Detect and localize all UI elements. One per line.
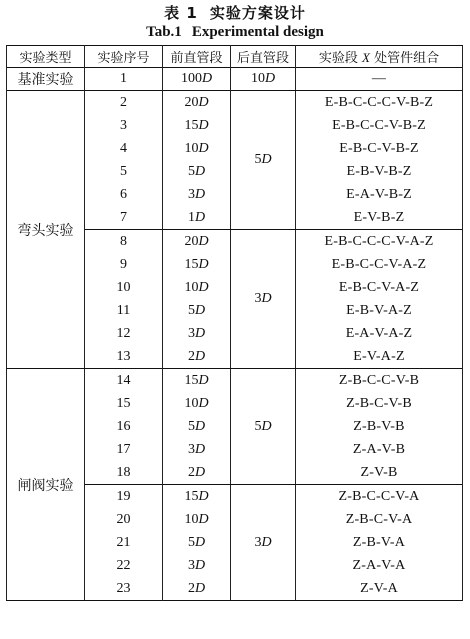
fitting-combination-cell: Z-V-B	[296, 461, 463, 485]
fitting-combination-cell: Z-B-C-V-B	[296, 392, 463, 415]
table-row	[7, 91, 463, 115]
header-type: 实验类型	[7, 46, 85, 68]
experiment-number-cell: 19	[85, 485, 163, 509]
experiment-number-cell: 12	[85, 322, 163, 345]
experiment-number-cell: 23	[85, 577, 163, 601]
experiment-number-cell: 2	[85, 91, 163, 115]
rear-straight-cell: 5D	[231, 369, 296, 485]
caption-cn-number: 表 1	[164, 4, 198, 22]
fitting-combination-cell: E-B-C-C-C-V-B-Z	[296, 91, 463, 115]
fitting-combination-cell: E-B-C-V-B-Z	[296, 137, 463, 160]
rear-straight-cell: 3D	[231, 230, 296, 369]
caption-cn-title: 实验方案设计	[209, 4, 306, 22]
front-straight-cell: 20D	[163, 230, 231, 254]
caption-en-title: Experimental design	[191, 24, 324, 40]
fitting-combination-cell: Z-B-V-A	[296, 531, 463, 554]
experiment-number-cell: 14	[85, 369, 163, 393]
front-straight-cell: 10D	[163, 392, 231, 415]
table-caption	[0, 0, 470, 42]
table-row	[7, 68, 463, 91]
experiment-type-cell: 基准实验	[7, 68, 85, 91]
header-combination: 实验段 X 处管件组合	[296, 46, 463, 68]
experiment-type-cell: 闸阀实验	[7, 369, 85, 601]
front-straight-cell: 5D	[163, 160, 231, 183]
experiment-number-cell: 4	[85, 137, 163, 160]
front-straight-cell: 100D	[163, 68, 231, 91]
experiment-number-cell: 20	[85, 508, 163, 531]
front-straight-cell: 10D	[163, 137, 231, 160]
experiment-number-cell: 21	[85, 531, 163, 554]
caption-chinese	[0, 3, 470, 23]
table-row	[7, 369, 463, 393]
experiment-number-cell: 22	[85, 554, 163, 577]
experiment-number-cell: 18	[85, 461, 163, 485]
experimental-design-table	[6, 45, 463, 601]
experiment-type-cell: 弯头实验	[7, 91, 85, 369]
front-straight-cell: 5D	[163, 299, 231, 322]
experiment-number-cell: 17	[85, 438, 163, 461]
fitting-combination-cell: Z-B-C-C-V-B	[296, 369, 463, 393]
experiment-number-cell: 9	[85, 253, 163, 276]
front-straight-cell: 2D	[163, 461, 231, 485]
experiment-number-cell: 11	[85, 299, 163, 322]
fitting-combination-cell: Z-B-V-B	[296, 415, 463, 438]
fitting-combination-cell: E-B-C-C-C-V-A-Z	[296, 230, 463, 254]
fitting-combination-cell: Z-V-A	[296, 577, 463, 601]
experiment-number-cell: 16	[85, 415, 163, 438]
rear-straight-cell: 10D	[231, 68, 296, 91]
front-straight-cell: 15D	[163, 369, 231, 393]
front-straight-cell: 2D	[163, 345, 231, 369]
fitting-combination-cell: E-B-C-C-V-B-Z	[296, 114, 463, 137]
experiment-number-cell: 1	[85, 68, 163, 91]
fitting-combination-cell: E-B-C-C-V-A-Z	[296, 253, 463, 276]
fitting-combination-cell: E-B-V-A-Z	[296, 299, 463, 322]
caption-english	[0, 23, 470, 42]
fitting-combination-cell: E-A-V-A-Z	[296, 322, 463, 345]
header-row	[7, 46, 463, 68]
header-front-straight: 前直管段	[163, 46, 231, 68]
fitting-combination-cell: E-B-C-V-A-Z	[296, 276, 463, 299]
front-straight-cell: 3D	[163, 554, 231, 577]
front-straight-cell: 3D	[163, 438, 231, 461]
front-straight-cell: 20D	[163, 91, 231, 115]
experiment-number-cell: 13	[85, 345, 163, 369]
experiment-number-cell: 8	[85, 230, 163, 254]
experiment-number-cell: 7	[85, 206, 163, 230]
front-straight-cell: 15D	[163, 485, 231, 509]
front-straight-cell: 3D	[163, 322, 231, 345]
experiment-number-cell: 5	[85, 160, 163, 183]
fitting-combination-cell: —	[296, 68, 463, 91]
front-straight-cell: 5D	[163, 531, 231, 554]
fitting-combination-cell: E-A-V-B-Z	[296, 183, 463, 206]
fitting-combination-cell: Z-A-V-B	[296, 438, 463, 461]
experiment-number-cell: 3	[85, 114, 163, 137]
rear-straight-cell: 3D	[231, 485, 296, 601]
fitting-combination-cell: E-V-A-Z	[296, 345, 463, 369]
header-rear-straight: 后直管段	[231, 46, 296, 68]
caption-en-number: Tab.1	[146, 24, 182, 40]
header-number: 实验序号	[85, 46, 163, 68]
front-straight-cell: 15D	[163, 114, 231, 137]
front-straight-cell: 10D	[163, 508, 231, 531]
table-body	[7, 68, 463, 601]
fitting-combination-cell: E-V-B-Z	[296, 206, 463, 230]
fitting-combination-cell: Z-B-C-V-A	[296, 508, 463, 531]
front-straight-cell: 10D	[163, 276, 231, 299]
front-straight-cell: 5D	[163, 415, 231, 438]
fitting-combination-cell: Z-B-C-C-V-A	[296, 485, 463, 509]
front-straight-cell: 1D	[163, 206, 231, 230]
front-straight-cell: 2D	[163, 577, 231, 601]
fitting-combination-cell: Z-A-V-A	[296, 554, 463, 577]
front-straight-cell: 3D	[163, 183, 231, 206]
experiment-number-cell: 10	[85, 276, 163, 299]
experiment-number-cell: 6	[85, 183, 163, 206]
experiment-number-cell: 15	[85, 392, 163, 415]
front-straight-cell: 15D	[163, 253, 231, 276]
fitting-combination-cell: E-B-V-B-Z	[296, 160, 463, 183]
rear-straight-cell: 5D	[231, 91, 296, 230]
